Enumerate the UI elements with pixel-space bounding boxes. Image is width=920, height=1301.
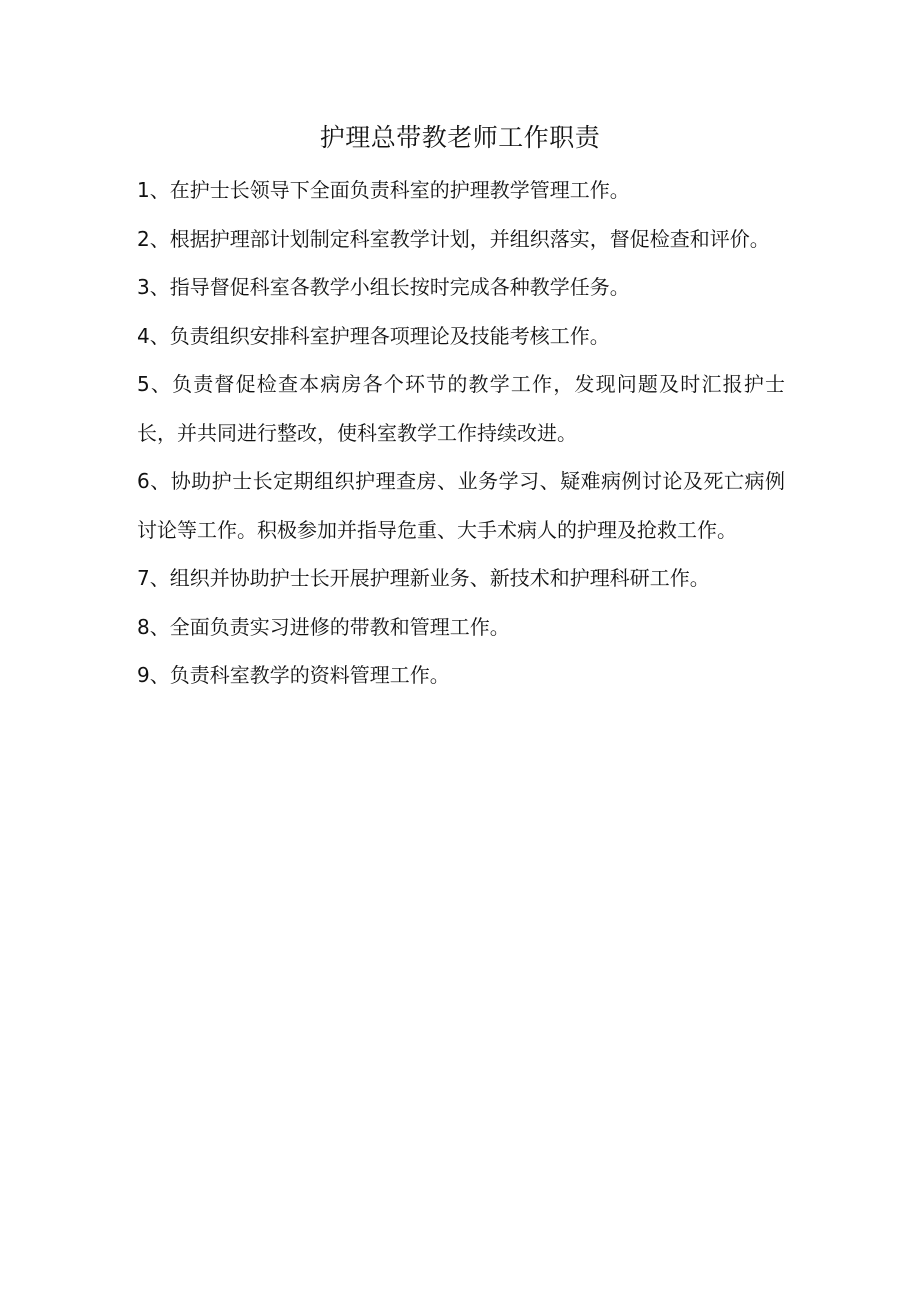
list-item: 2、根据护理部计划制定科室教学计划，并组织落实，督促检查和评价。 xyxy=(137,226,770,251)
list-item: 3、指导督促科室各教学小组长按时完成各种教学任务。 xyxy=(137,275,630,299)
list-item: 7、组织并协助护士长开展护理新业务、新技术和护理科研工作。 xyxy=(137,566,710,590)
list-item: 5、负责督促检查本病房各个环节的教学工作，发现问题及时汇报护士长，并共同进行整改，使科室教学工作持续改进。 xyxy=(137,372,785,445)
list-item: 1、在护士长领导下全面负责科室的护理教学管理工作。 xyxy=(137,178,630,202)
list-item: 6、协助护士长定期组织护理查房、业务学习、疑难病例讨论及死亡病例讨论等工作。积极参加并指导危重、大手术病人的护理及抢救工作。 xyxy=(137,469,785,542)
list-item: 9、负责科室教学的资料管理工作。 xyxy=(137,663,450,687)
page-title: 护理总带教老师工作职责 xyxy=(319,123,601,152)
duty-list xyxy=(137,166,785,700)
list-item: 4、负责组织安排科室护理各项理论及技能考核工作。 xyxy=(137,323,610,348)
list-item: 8、全面负责实习进修的带教和管理工作。 xyxy=(137,614,510,639)
